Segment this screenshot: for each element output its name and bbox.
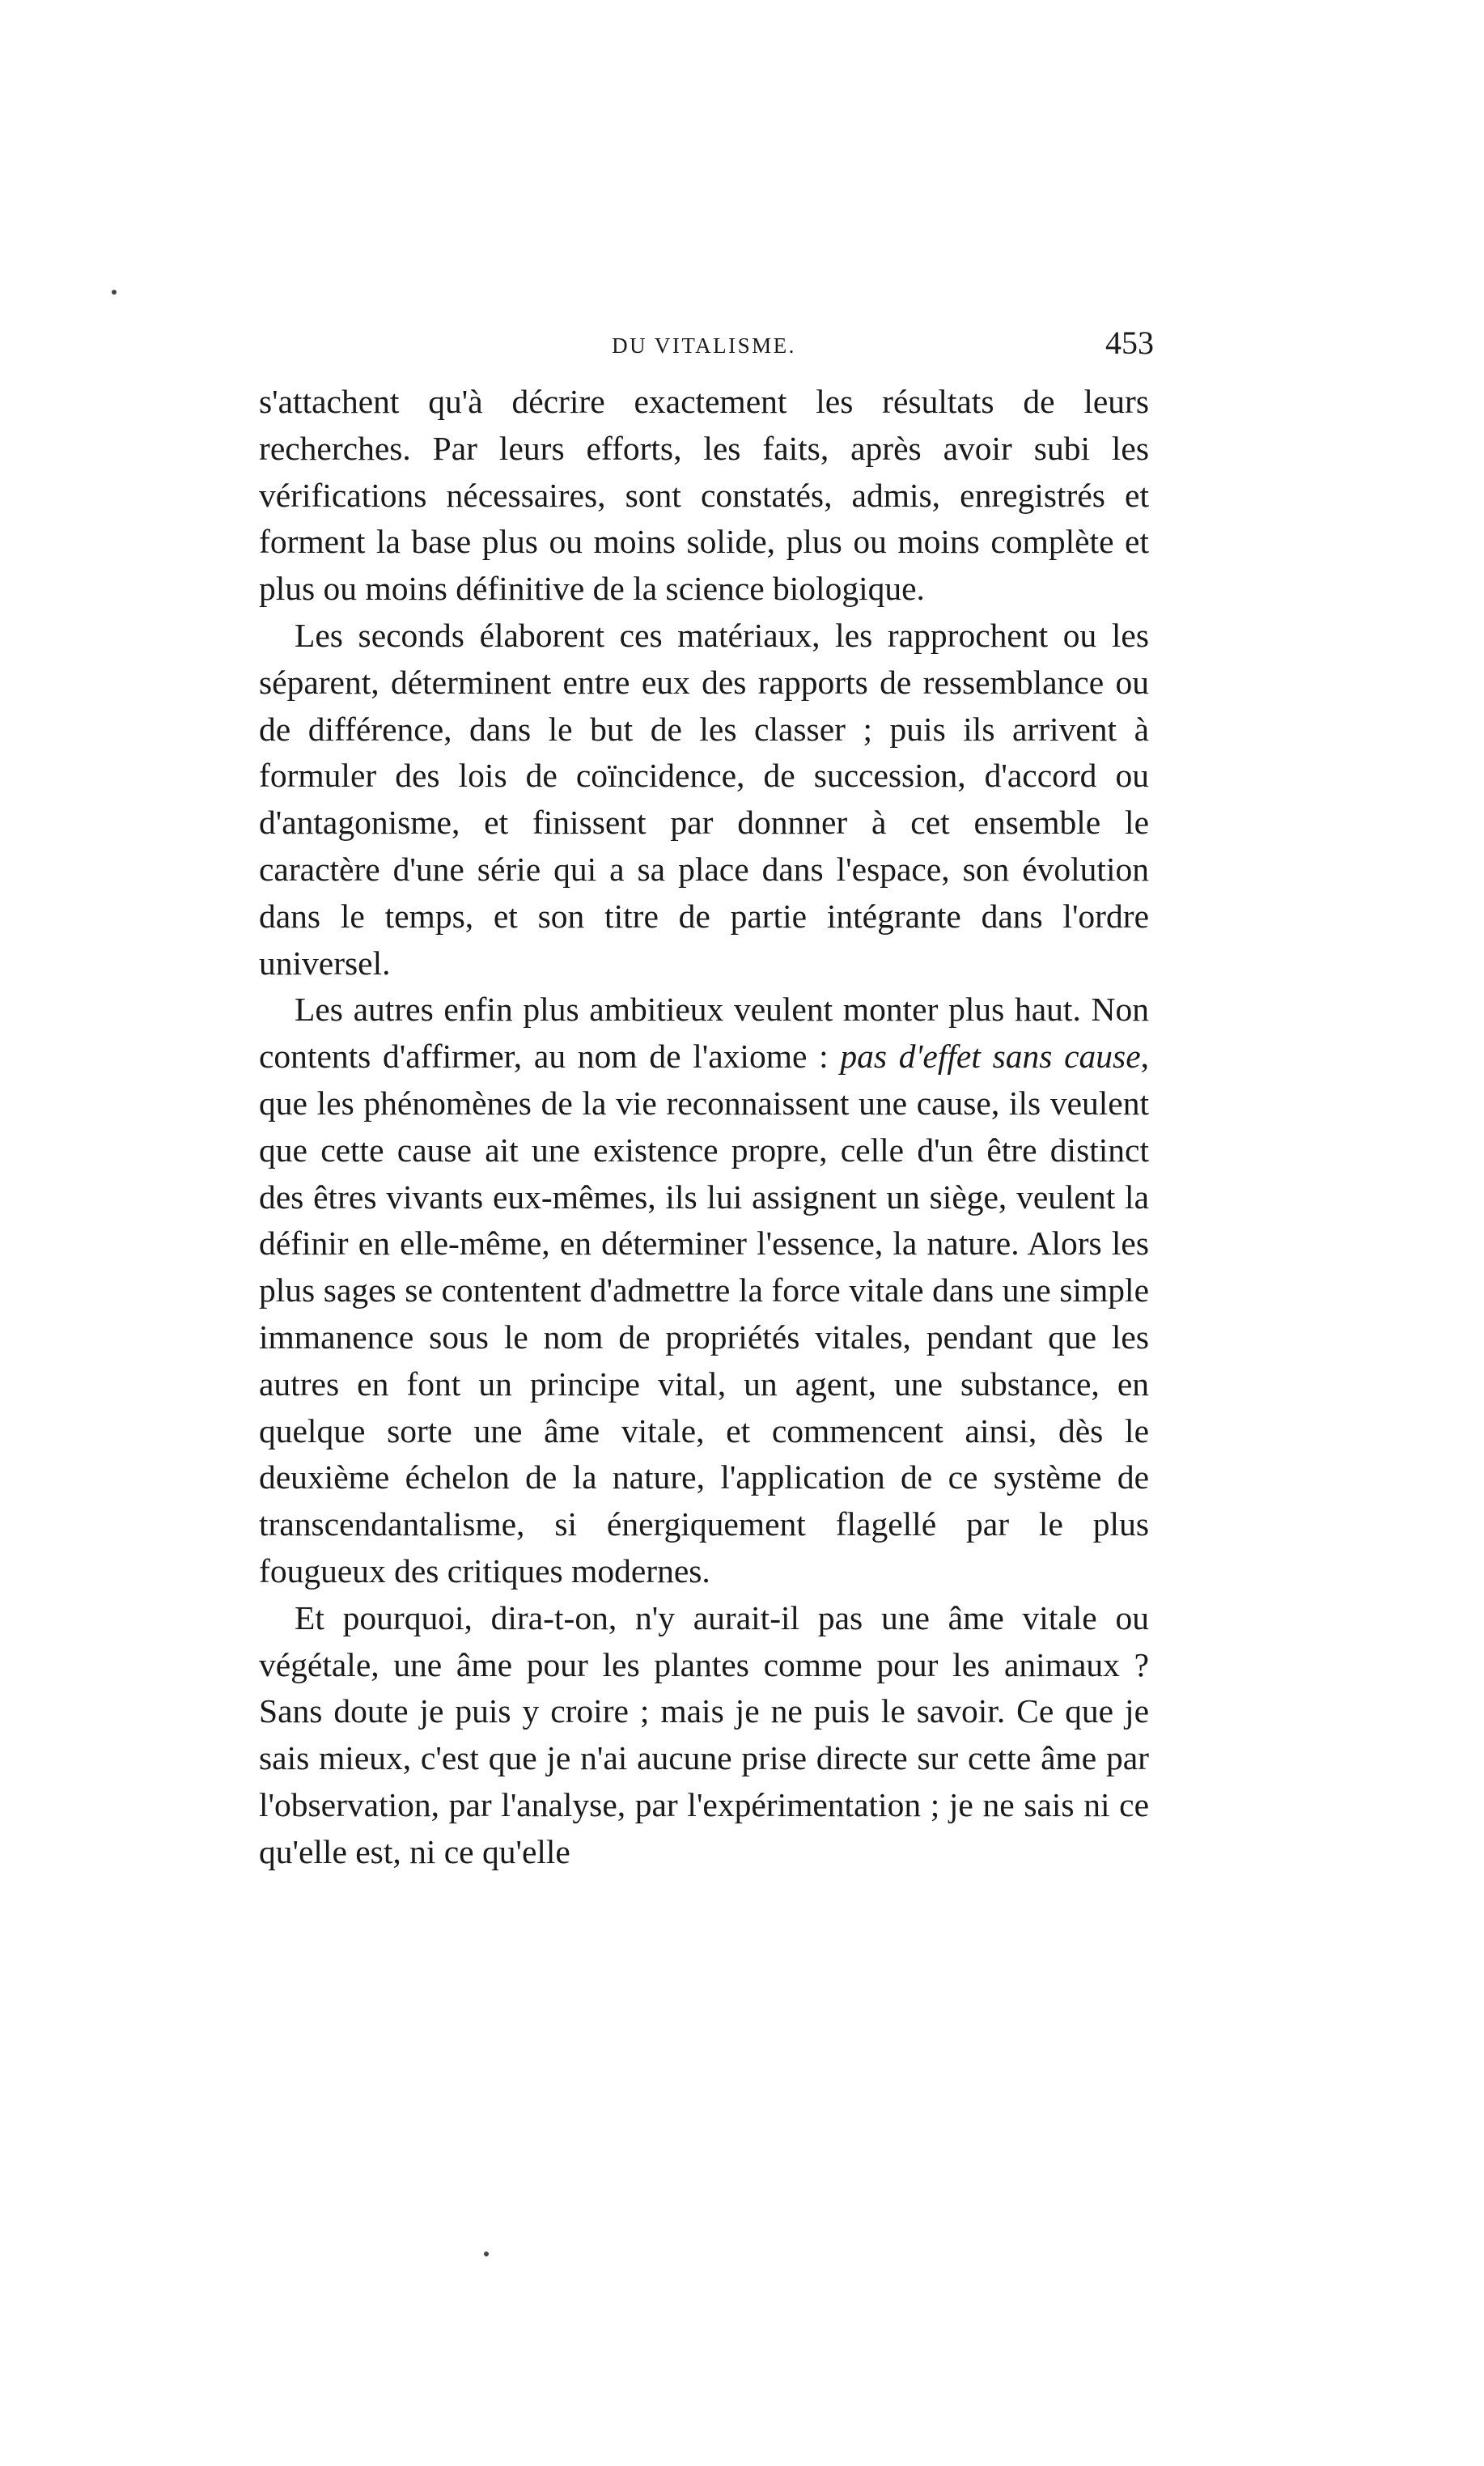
paragraph-4: Et pourquoi, dira-t-on, n'y aurait-il pas une âme vitale ou végétale, une âme pour les plantes comme pour les animaux ? Sans doute je puis y croire ; mais je ne puis le savoir. Ce que je sais mieux, c'est que je n'ai aucune prise directe sur cette âme par l'observation, par l'analyse, par l'expérimentation ; je ne sais ni ce qu'elle est, ni ce qu'elle bbox=[259, 1598, 1149, 1870]
paragraph-3 bbox=[259, 987, 1149, 1594]
paragraph-2: Les seconds élaborent ces matériaux, les rapprochent ou les séparent, déterminent entre eux des rapports de ressemblance ou de différence, dans le but de les classer ; puis ils arrivent à formuler des lois de coïncidence, de succession, d'accord ou d'antagonisme, et finissent par donnner à cet ensemble le caractère d'une série qui a sa place dans l'espace, son évolution dans le temps, et son titre de partie intégrante dans l'ordre universel. bbox=[259, 616, 1149, 982]
running-title: DU VITALISME. bbox=[612, 333, 796, 358]
body-text bbox=[259, 379, 1149, 1876]
running-head bbox=[259, 324, 1154, 372]
paragraph-3-text-after: , que les phénomènes de la vie reconnaissent une cause, ils veulent que cette cause ait une existence propre, celle d'un être distinct des êtres vivants eux-mêmes, ils lui assignent un siège, veulent la définir en elle-même, en déterminer l'essence, la nature. Alors les plus sages se contentent d'admettre la force vitale dans une simple immanence sous le nom de propriétés vitales, pendant que les autres en font un principe vital, un agent, une substance, en quelque sorte une âme vitale, et commencent ainsi, dès le deuxième échelon de la nature, l'application de ce système de transcendantalisme, si énergiquement flagellé par le plus fougueux des critiques modernes. bbox=[259, 1038, 1149, 1590]
paragraph-3-emphasis: pas d'effet sans cause bbox=[840, 1038, 1141, 1076]
page-speck bbox=[484, 2252, 489, 2256]
page-number: 453 bbox=[1105, 325, 1154, 361]
paragraph-3-text-before: Les autres enfin plus ambitieux veulent monter plus haut. Non contents d'affirmer, au nom de l'axiome : bbox=[259, 991, 1149, 1076]
paragraph-1: s'attachent qu'à décrire exactement les résultats de leurs recherches. Par leurs efforts, les faits, après avoir subi les vérifications nécessaires, sont constatés, admis, enregistrés et forment la base plus ou moins solide, plus ou moins complète et plus ou moins définitive de la science biologique. bbox=[259, 383, 1149, 608]
page-speck bbox=[112, 290, 117, 295]
